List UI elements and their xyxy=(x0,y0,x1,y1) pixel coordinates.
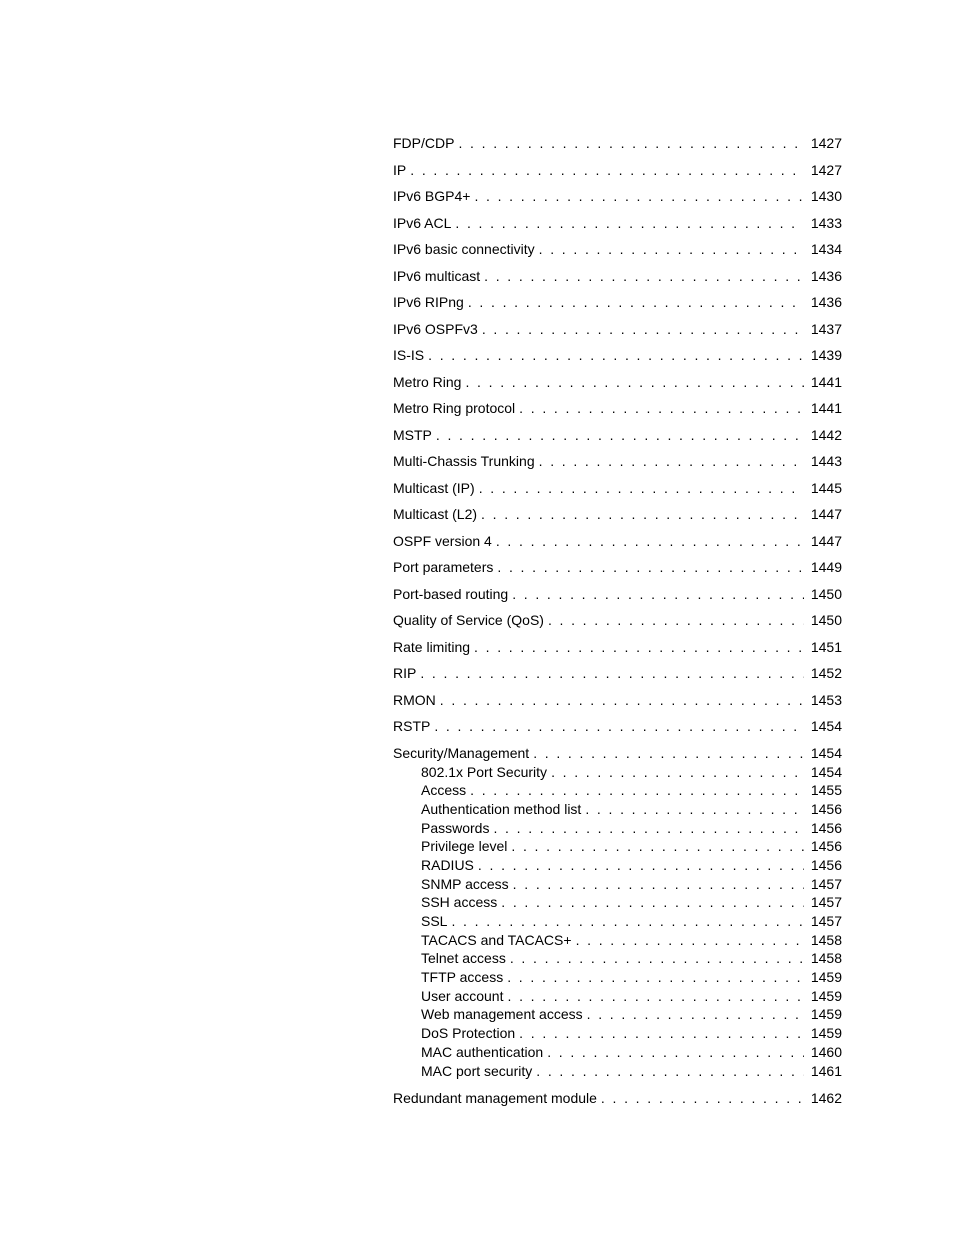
toc-entry[interactable] xyxy=(393,611,842,629)
dot-leader xyxy=(482,320,804,338)
toc-entry-title: TACACS and TACACS+ xyxy=(421,931,572,948)
dot-leader xyxy=(420,664,804,682)
toc-entry-title: RIP xyxy=(393,665,417,681)
toc-entry-page: 1455 xyxy=(810,782,842,799)
toc-entry[interactable] xyxy=(393,664,842,682)
toc-entry-title: MAC authentication xyxy=(421,1043,544,1060)
dot-leader xyxy=(507,987,804,1006)
toc-entry[interactable] xyxy=(393,744,842,762)
toc-entry-page: 1430 xyxy=(810,188,842,204)
toc-entry-page: 1462 xyxy=(810,1089,842,1106)
dot-leader xyxy=(519,399,804,417)
dot-leader xyxy=(539,452,804,470)
toc-entry-title: User account xyxy=(421,987,504,1004)
dot-leader xyxy=(484,267,804,285)
dot-leader xyxy=(481,505,804,523)
toc-entry-title: 802.1x Port Security xyxy=(421,763,548,780)
toc-entry-title: SSH access xyxy=(421,894,498,911)
toc-entry-title: IPv6 BGP4+ xyxy=(393,188,471,204)
toc-entry-page: 1459 xyxy=(810,987,842,1004)
toc-entry-title: Redundant management module xyxy=(393,1089,597,1106)
toc-entry-title: Metro Ring protocol xyxy=(393,400,516,416)
toc-subentry[interactable] xyxy=(393,819,842,838)
dot-leader xyxy=(497,558,804,576)
toc-entry[interactable] xyxy=(393,426,842,444)
toc-subentry[interactable] xyxy=(393,763,842,782)
toc-entry[interactable] xyxy=(393,346,842,364)
toc-entry-title: Multicast (IP) xyxy=(393,479,475,496)
toc-entry-page: 1457 xyxy=(810,913,842,929)
dot-leader xyxy=(468,293,804,311)
toc-entry[interactable] xyxy=(393,267,842,285)
toc-subentry[interactable] xyxy=(393,1024,842,1043)
toc-entry-title: Multi-Chassis Trunking xyxy=(393,453,535,469)
toc-entry-title: Quality of Service (QoS) xyxy=(393,612,544,628)
dot-leader xyxy=(436,426,804,444)
toc-entry[interactable] xyxy=(393,293,842,311)
toc-entry-page: 1459 xyxy=(810,1006,842,1023)
dot-leader xyxy=(474,638,804,656)
dot-leader xyxy=(410,161,804,179)
toc-entry-page: 1449 xyxy=(810,559,842,575)
toc-entry-page: 1450 xyxy=(810,585,842,602)
toc-entry-title: Multicast (L2) xyxy=(393,506,478,522)
toc-entry[interactable] xyxy=(393,452,842,470)
toc-entry-title: Port parameters xyxy=(393,559,494,575)
toc-entry-title: Rate limiting xyxy=(393,638,471,655)
toc-entry-title: Access xyxy=(421,782,467,799)
toc-entry[interactable] xyxy=(393,134,842,152)
toc-subentry[interactable] xyxy=(393,893,842,912)
toc-entry-page: 1437 xyxy=(810,320,842,337)
toc-subentry[interactable] xyxy=(393,987,842,1006)
dot-leader xyxy=(585,800,804,819)
toc-entry-title: Privilege level xyxy=(421,838,508,855)
dot-leader xyxy=(455,214,804,232)
toc-entry-title: RADIUS xyxy=(421,856,474,873)
toc-entry-page: 1456 xyxy=(810,838,842,855)
toc-subentry[interactable] xyxy=(393,1062,842,1081)
toc-entry-title: SSL xyxy=(421,913,448,929)
toc-entry-page: 1427 xyxy=(810,161,842,178)
toc-entry[interactable] xyxy=(393,187,842,205)
toc-subentry-list xyxy=(393,763,842,1081)
dot-leader xyxy=(511,837,804,856)
toc-entry-page: 1441 xyxy=(810,400,842,416)
toc-entry[interactable] xyxy=(393,585,842,603)
toc-entry-title: Authentication method list xyxy=(421,800,582,817)
toc-entry[interactable] xyxy=(393,161,842,179)
dot-leader xyxy=(519,1024,804,1043)
dot-leader xyxy=(539,240,804,258)
dot-leader xyxy=(493,819,804,838)
toc-entry-title: Port-based routing xyxy=(393,585,509,602)
toc-entry[interactable] xyxy=(393,373,842,391)
toc-entry-page: 1458 xyxy=(810,950,842,967)
toc-entry-page: 1439 xyxy=(810,347,842,363)
toc-entry[interactable] xyxy=(393,532,842,550)
toc-entry-page: 1436 xyxy=(810,294,842,310)
toc-entry-title: TFTP access xyxy=(421,969,504,986)
dot-leader xyxy=(451,912,804,931)
dot-leader xyxy=(474,187,804,205)
toc-entry-title: IPv6 ACL xyxy=(393,214,452,231)
toc-entry[interactable] xyxy=(393,505,842,523)
toc-entry-page: 1452 xyxy=(810,665,842,681)
dot-leader xyxy=(496,532,804,550)
toc-entry-page: 1454 xyxy=(810,744,842,761)
dot-leader xyxy=(551,763,804,782)
toc-entry-page: 1457 xyxy=(810,894,842,911)
toc-entry-title: IPv6 multicast xyxy=(393,267,481,284)
toc-subentry[interactable] xyxy=(393,856,842,875)
toc-subentry[interactable] xyxy=(393,931,842,950)
toc-entry-page: 1454 xyxy=(810,763,842,780)
toc-entry-page: 1456 xyxy=(810,800,842,817)
toc-entry-page: 1451 xyxy=(810,638,842,655)
toc-subentry[interactable] xyxy=(393,1043,842,1062)
toc-entry[interactable] xyxy=(393,558,842,576)
toc-entry[interactable] xyxy=(393,320,842,338)
toc-entry-title: SNMP access xyxy=(421,875,509,892)
toc-entry-page: 1442 xyxy=(810,426,842,443)
toc-entry-page: 1434 xyxy=(810,241,842,257)
toc-entry-title: Telnet access xyxy=(421,950,506,967)
toc-entry-title: RMON xyxy=(393,691,436,708)
toc-entry-page: 1460 xyxy=(810,1043,842,1060)
toc-entry-page: 1436 xyxy=(810,267,842,284)
toc-top-level-list xyxy=(393,134,842,735)
toc-subentry[interactable] xyxy=(393,800,842,819)
toc-subentry[interactable] xyxy=(393,968,842,987)
toc-entry-page: 1427 xyxy=(810,135,842,151)
toc-entry-title: IS-IS xyxy=(393,347,425,363)
toc-subentry[interactable] xyxy=(393,837,842,856)
toc-entry[interactable] xyxy=(393,717,842,735)
toc-subentry[interactable] xyxy=(393,949,842,968)
toc-entry-page: 1447 xyxy=(810,532,842,549)
toc-group-security-management xyxy=(393,744,842,1081)
toc-entry-page: 1447 xyxy=(810,506,842,522)
toc-entry-title: IPv6 RIPng xyxy=(393,294,464,310)
toc-entry[interactable] xyxy=(393,691,842,709)
toc-entry-title: MAC port security xyxy=(421,1062,533,1079)
dot-leader xyxy=(507,968,804,987)
toc-entry-title: DoS Protection xyxy=(421,1025,516,1042)
dot-leader xyxy=(428,346,804,364)
toc-subentry[interactable] xyxy=(393,875,842,894)
toc-entry-page: 1461 xyxy=(810,1062,842,1079)
toc-entry-page: 1450 xyxy=(810,612,842,628)
toc-subentry[interactable] xyxy=(393,781,842,800)
dot-leader xyxy=(533,744,804,762)
toc-entry[interactable] xyxy=(393,214,842,232)
dot-leader xyxy=(512,585,804,603)
dot-leader xyxy=(548,611,804,629)
toc-entry-page: 1459 xyxy=(810,1025,842,1042)
toc-entry-page: 1433 xyxy=(810,214,842,231)
toc-entry-page: 1456 xyxy=(810,856,842,873)
toc-entry[interactable] xyxy=(393,240,842,258)
dot-leader xyxy=(465,373,804,391)
toc-entry-title: IPv6 basic connectivity xyxy=(393,241,535,257)
toc-entry-title: OSPF version 4 xyxy=(393,532,492,549)
toc-entry-page: 1454 xyxy=(810,718,842,734)
toc-entry-page: 1453 xyxy=(810,691,842,708)
dot-leader xyxy=(479,479,804,497)
toc-entry[interactable] xyxy=(393,479,842,497)
dot-leader xyxy=(470,781,804,800)
toc-entry-page: 1441 xyxy=(810,373,842,390)
table-of-contents xyxy=(393,134,842,1115)
toc-entry-title: IPv6 OSPFv3 xyxy=(393,320,478,337)
toc-subentry[interactable] xyxy=(393,1005,842,1024)
dot-leader xyxy=(458,134,804,152)
toc-entry-page: 1457 xyxy=(810,875,842,892)
dot-leader xyxy=(547,1043,804,1062)
toc-entry-title: Metro Ring xyxy=(393,373,462,390)
toc-entry-title: Web management access xyxy=(421,1006,583,1023)
dot-leader xyxy=(576,931,804,950)
dot-leader xyxy=(513,875,804,894)
dot-leader xyxy=(440,691,804,709)
dot-leader xyxy=(478,856,804,875)
toc-entry-page: 1456 xyxy=(810,819,842,836)
dot-leader xyxy=(434,717,804,735)
dot-leader xyxy=(601,1089,804,1107)
toc-entry-title: Security/Management xyxy=(393,744,530,761)
toc-subentry[interactable] xyxy=(393,912,842,931)
dot-leader xyxy=(536,1062,804,1081)
dot-leader xyxy=(587,1005,804,1024)
toc-entry[interactable] xyxy=(393,638,842,656)
toc-entry-title: IP xyxy=(393,161,407,178)
dot-leader xyxy=(510,949,804,968)
toc-entry[interactable] xyxy=(393,399,842,417)
toc-entry-title: MSTP xyxy=(393,426,432,443)
toc-entry-title: FDP/CDP xyxy=(393,135,455,151)
toc-entry-title: RSTP xyxy=(393,718,431,734)
toc-entry-page: 1458 xyxy=(810,931,842,948)
toc-entry-page: 1445 xyxy=(810,479,842,496)
toc-entry-page: 1443 xyxy=(810,453,842,469)
toc-entry-title: Passwords xyxy=(421,819,490,836)
toc-entry-page: 1459 xyxy=(810,969,842,986)
dot-leader xyxy=(501,893,804,912)
toc-entry[interactable] xyxy=(393,1089,842,1107)
